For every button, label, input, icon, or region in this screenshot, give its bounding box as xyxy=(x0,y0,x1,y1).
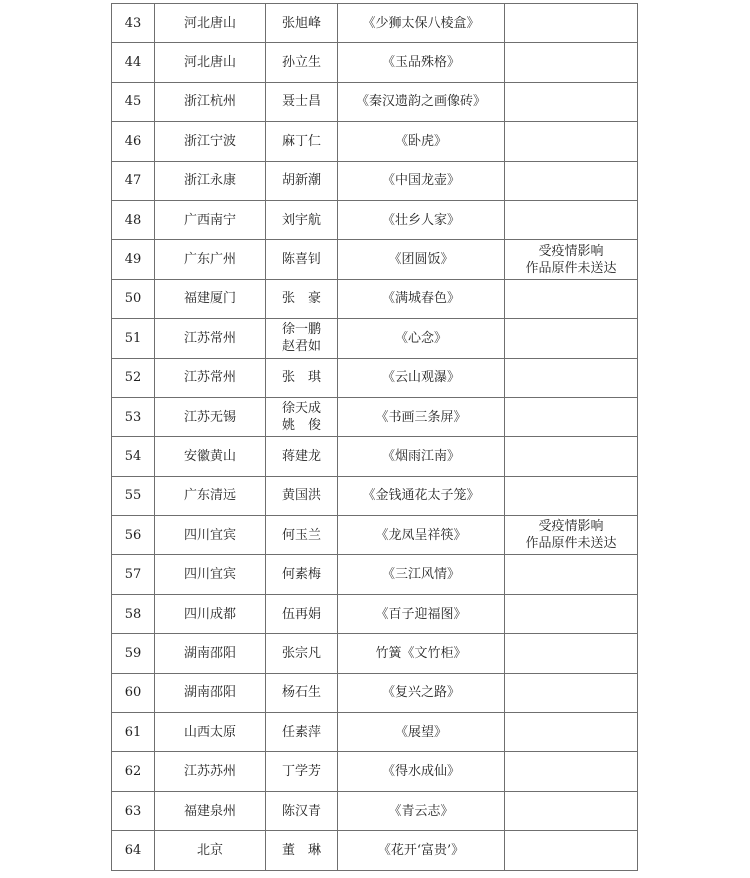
row-number-cell: 62 xyxy=(112,752,155,791)
work-title-cell: 《花开‘富贵’》 xyxy=(338,831,505,870)
work-title-cell: 《烟雨江南》 xyxy=(338,437,505,476)
work-title-cell: 竹簧《文竹柜》 xyxy=(338,634,505,673)
note-cell xyxy=(505,791,638,830)
row-number-cell: 57 xyxy=(112,555,155,594)
table-row xyxy=(112,279,638,318)
table-row xyxy=(112,634,638,673)
work-title-cell: 《少狮太保八棱盒》 xyxy=(338,4,505,43)
note-cell xyxy=(505,673,638,712)
region-cell: 浙江宁波 xyxy=(155,122,266,161)
work-title-cell: 《团圆饭》 xyxy=(338,240,505,279)
author-name-cell: 任素萍 xyxy=(266,713,338,752)
region-cell: 河北唐山 xyxy=(155,43,266,82)
row-number-cell: 44 xyxy=(112,43,155,82)
author-name-cell: 杨石生 xyxy=(266,673,338,712)
table-row xyxy=(112,752,638,791)
region-cell: 福建厦门 xyxy=(155,279,266,318)
work-title-cell: 《得水成仙》 xyxy=(338,752,505,791)
region-cell: 四川宜宾 xyxy=(155,555,266,594)
table-row xyxy=(112,200,638,239)
row-number-cell: 46 xyxy=(112,122,155,161)
note-cell xyxy=(505,594,638,633)
note-cell: 受疫情影响 作品原件未送达 xyxy=(505,240,638,279)
author-name-cell: 张旭峰 xyxy=(266,4,338,43)
region-cell: 安徽黄山 xyxy=(155,437,266,476)
work-title-cell: 《秦汉遗韵之画像砖》 xyxy=(338,82,505,121)
award-list-table xyxy=(111,3,638,871)
region-cell: 四川宜宾 xyxy=(155,516,266,555)
note-cell xyxy=(505,82,638,121)
row-number-cell: 50 xyxy=(112,279,155,318)
work-title-cell: 《壮乡人家》 xyxy=(338,200,505,239)
author-name-cell: 徐一鹏 赵君如 xyxy=(266,319,338,358)
row-number-cell: 60 xyxy=(112,673,155,712)
region-cell: 浙江永康 xyxy=(155,161,266,200)
work-title-cell: 《青云志》 xyxy=(338,791,505,830)
work-title-cell: 《满城春色》 xyxy=(338,279,505,318)
row-number-cell: 55 xyxy=(112,476,155,515)
work-title-cell: 《中国龙壶》 xyxy=(338,161,505,200)
table-row xyxy=(112,358,638,397)
row-number-cell: 53 xyxy=(112,397,155,436)
row-number-cell: 64 xyxy=(112,831,155,870)
author-name-cell: 徐天成 姚 俊 xyxy=(266,397,338,436)
author-name-cell: 伍再娟 xyxy=(266,594,338,633)
row-number-cell: 63 xyxy=(112,791,155,830)
note-cell xyxy=(505,4,638,43)
region-cell: 山西太原 xyxy=(155,713,266,752)
region-cell: 江苏常州 xyxy=(155,358,266,397)
work-title-cell: 《云山观瀑》 xyxy=(338,358,505,397)
note-cell xyxy=(505,476,638,515)
note-cell xyxy=(505,634,638,673)
work-title-cell: 《书画三条屏》 xyxy=(338,397,505,436)
author-name-cell: 丁学芳 xyxy=(266,752,338,791)
table-row xyxy=(112,43,638,82)
table-row xyxy=(112,437,638,476)
row-number-cell: 49 xyxy=(112,240,155,279)
work-title-cell: 《金钱通花太子笼》 xyxy=(338,476,505,515)
table-row xyxy=(112,594,638,633)
table-row xyxy=(112,122,638,161)
note-cell xyxy=(505,319,638,358)
note-cell xyxy=(505,555,638,594)
work-title-cell: 《三江风情》 xyxy=(338,555,505,594)
row-number-cell: 56 xyxy=(112,516,155,555)
region-cell: 江苏无锡 xyxy=(155,397,266,436)
region-cell: 湖南邵阳 xyxy=(155,673,266,712)
author-name-cell: 蒋建龙 xyxy=(266,437,338,476)
work-title-cell: 《玉品殊格》 xyxy=(338,43,505,82)
row-number-cell: 45 xyxy=(112,82,155,121)
author-name-cell: 胡新潮 xyxy=(266,161,338,200)
region-cell: 广西南宁 xyxy=(155,200,266,239)
note-cell xyxy=(505,752,638,791)
table-row xyxy=(112,319,638,358)
region-cell: 广东广州 xyxy=(155,240,266,279)
table-row xyxy=(112,555,638,594)
table-row xyxy=(112,791,638,830)
row-number-cell: 51 xyxy=(112,319,155,358)
note-cell xyxy=(505,161,638,200)
table-row xyxy=(112,831,638,870)
row-number-cell: 61 xyxy=(112,713,155,752)
work-title-cell: 《卧虎》 xyxy=(338,122,505,161)
note-cell xyxy=(505,713,638,752)
table-row xyxy=(112,161,638,200)
author-name-cell: 张 琪 xyxy=(266,358,338,397)
author-name-cell: 陈喜钊 xyxy=(266,240,338,279)
note-cell xyxy=(505,43,638,82)
table-row xyxy=(112,516,638,555)
table-row xyxy=(112,4,638,43)
table-row xyxy=(112,82,638,121)
author-name-cell: 何素梅 xyxy=(266,555,338,594)
author-name-cell: 麻丁仁 xyxy=(266,122,338,161)
table-row xyxy=(112,397,638,436)
note-cell xyxy=(505,831,638,870)
table-row xyxy=(112,713,638,752)
region-cell: 福建泉州 xyxy=(155,791,266,830)
table-row xyxy=(112,240,638,279)
note-cell xyxy=(505,122,638,161)
work-title-cell: 《龙凤呈祥筷》 xyxy=(338,516,505,555)
work-title-cell: 《百子迎福图》 xyxy=(338,594,505,633)
author-name-cell: 聂士昌 xyxy=(266,82,338,121)
table-body xyxy=(112,4,638,871)
region-cell: 北京 xyxy=(155,831,266,870)
region-cell: 广东清远 xyxy=(155,476,266,515)
region-cell: 江苏常州 xyxy=(155,319,266,358)
author-name-cell: 张 豪 xyxy=(266,279,338,318)
row-number-cell: 59 xyxy=(112,634,155,673)
author-name-cell: 孙立生 xyxy=(266,43,338,82)
work-title-cell: 《复兴之路》 xyxy=(338,673,505,712)
author-name-cell: 何玉兰 xyxy=(266,516,338,555)
author-name-cell: 陈汉青 xyxy=(266,791,338,830)
row-number-cell: 54 xyxy=(112,437,155,476)
row-number-cell: 58 xyxy=(112,594,155,633)
row-number-cell: 48 xyxy=(112,200,155,239)
author-name-cell: 董 琳 xyxy=(266,831,338,870)
region-cell: 河北唐山 xyxy=(155,4,266,43)
author-name-cell: 张宗凡 xyxy=(266,634,338,673)
author-name-cell: 黄国洪 xyxy=(266,476,338,515)
region-cell: 江苏苏州 xyxy=(155,752,266,791)
region-cell: 浙江杭州 xyxy=(155,82,266,121)
row-number-cell: 47 xyxy=(112,161,155,200)
note-cell: 受疫情影响 作品原件未送达 xyxy=(505,516,638,555)
work-title-cell: 《展望》 xyxy=(338,713,505,752)
note-cell xyxy=(505,397,638,436)
note-cell xyxy=(505,437,638,476)
region-cell: 四川成都 xyxy=(155,594,266,633)
table-row xyxy=(112,476,638,515)
table-row xyxy=(112,673,638,712)
note-cell xyxy=(505,358,638,397)
region-cell: 湖南邵阳 xyxy=(155,634,266,673)
author-name-cell: 刘宇航 xyxy=(266,200,338,239)
work-title-cell: 《心念》 xyxy=(338,319,505,358)
note-cell xyxy=(505,279,638,318)
row-number-cell: 52 xyxy=(112,358,155,397)
note-cell xyxy=(505,200,638,239)
row-number-cell: 43 xyxy=(112,4,155,43)
